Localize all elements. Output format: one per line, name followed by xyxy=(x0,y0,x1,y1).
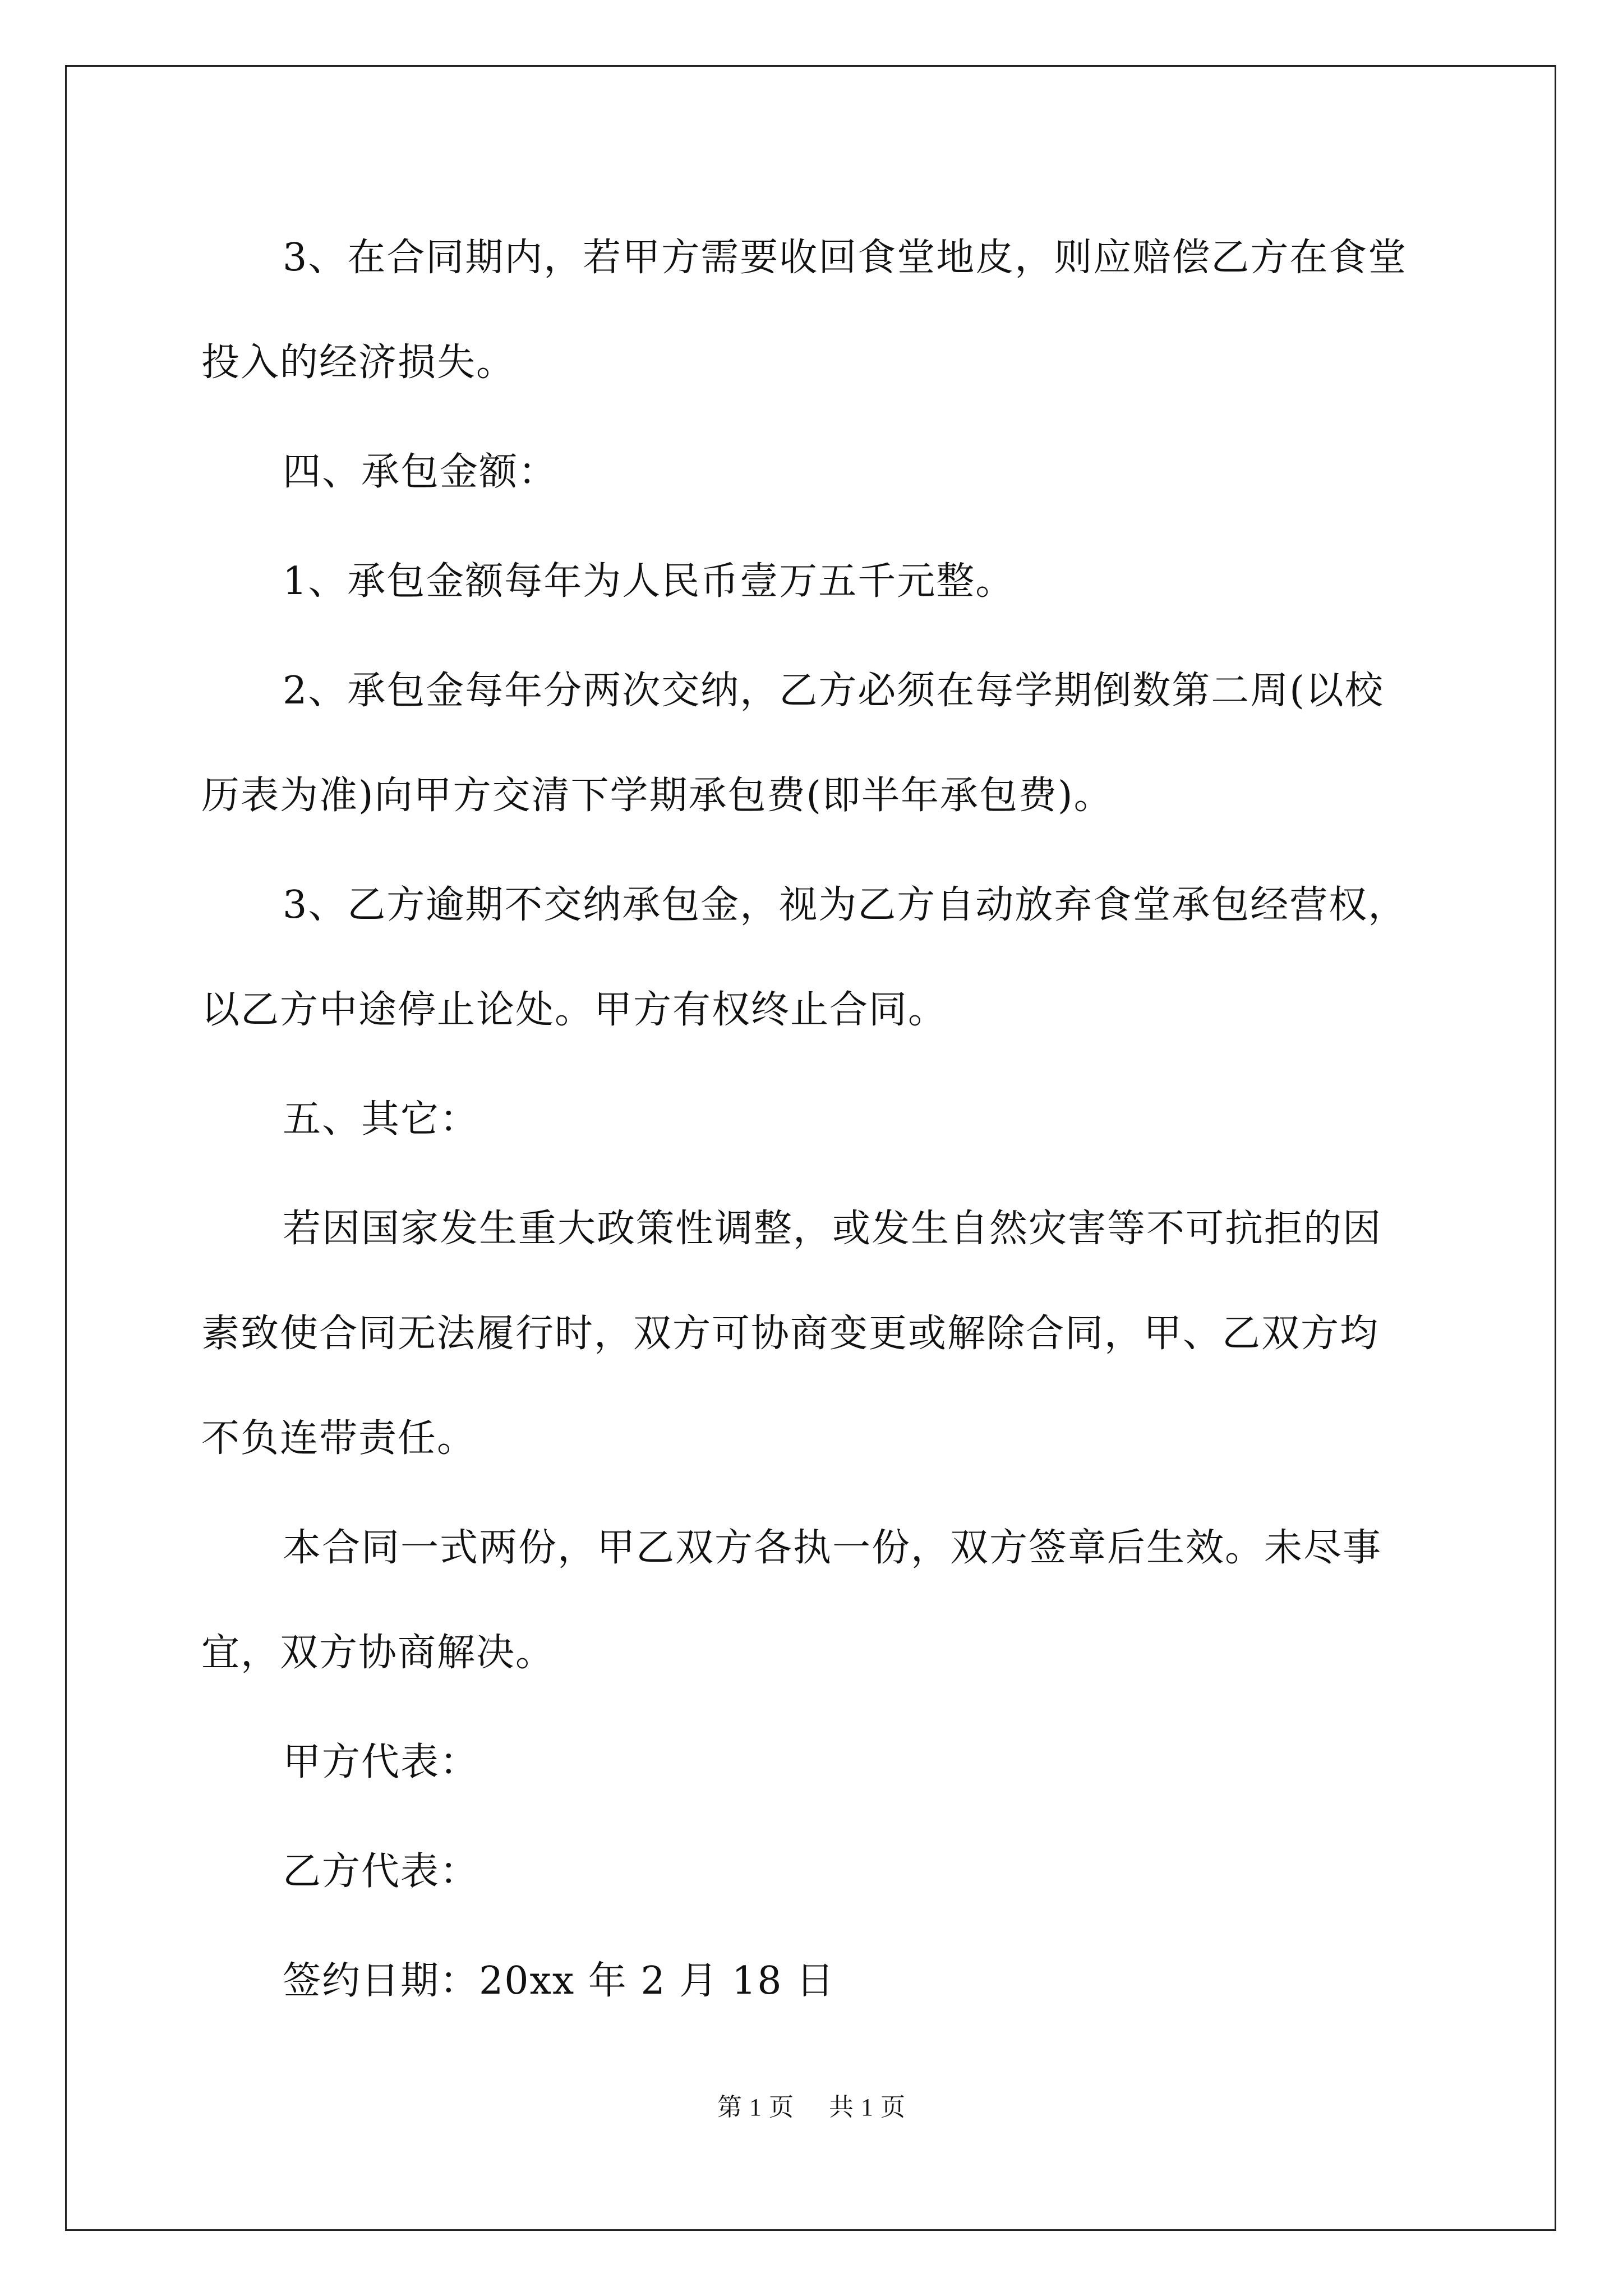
clause-3-reclaim-land xyxy=(201,205,1432,415)
signature-label: 乙方代表： xyxy=(283,1849,479,1894)
section-4-heading xyxy=(201,420,1432,524)
text-line: 素致使合同无法履行时，双方可协商变更或解除合同，甲、乙双方均 xyxy=(201,1312,1380,1356)
party-a-representative xyxy=(201,1710,1432,1815)
page-total: 共 1 页 xyxy=(829,2093,906,2121)
text-line: 3、乙方逾期不交纳承包金，视为乙方自动放弃食堂承包经营权， xyxy=(283,883,1408,927)
page-footer xyxy=(0,2087,1623,2123)
text-line: 投入的经济损失。 xyxy=(201,341,516,385)
text-line: 本合同一式两份，甲乙双方各执一份，双方签章后生效。未尽事 xyxy=(283,1526,1382,1570)
clause-2-payment xyxy=(201,638,1432,848)
section-heading: 五、其它： xyxy=(283,1097,479,1142)
party-b-representative xyxy=(201,1819,1432,1924)
document-body xyxy=(201,205,1432,2038)
text-line: 历表为准)向甲方交清下学期承包费(即半年承包费)。 xyxy=(201,774,1113,818)
clause-3-overdue xyxy=(201,853,1432,1062)
text-line: 3、在合同期内，若甲方需要收回食堂地皮，则应赔偿乙方在食堂 xyxy=(283,236,1408,280)
section-heading: 四、承包金额： xyxy=(283,450,558,494)
text-line: 2、承包金每年分两次交纳，乙方必须在每学期倒数第二周(以校 xyxy=(283,669,1384,713)
clause-1-amount xyxy=(201,529,1432,634)
page-number: 第 1 页 xyxy=(717,2093,794,2121)
copies-clause xyxy=(201,1496,1432,1705)
date-line: 签约日期：20xx 年 2 月 18 日 xyxy=(283,1959,836,2003)
text-line: 1、承包金额每年为人民币壹万五千元整。 xyxy=(283,559,1015,604)
text-line: 宜，双方协商解决。 xyxy=(201,1631,555,1675)
text-line: 若因国家发生重大政策性调整，或发生自然灾害等不可抗拒的因 xyxy=(283,1207,1382,1251)
section-5-heading xyxy=(201,1067,1432,1172)
signature-label: 甲方代表： xyxy=(283,1740,479,1784)
text-line: 以乙方中途停止论处。甲方有权终止合同。 xyxy=(201,988,948,1032)
force-majeure-clause xyxy=(201,1176,1432,1491)
signing-date xyxy=(201,1929,1432,2033)
text-line: 不负连带责任。 xyxy=(201,1416,477,1461)
